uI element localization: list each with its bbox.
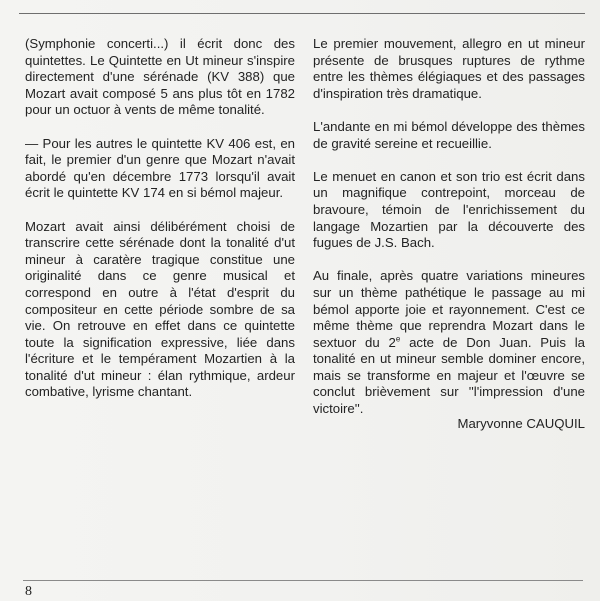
paragraph: Le premier mouvement, allegro en ut mineur présente de brusques ruptures de rythme entre les thèmes élégiaques et des passages d'inspiration très dramatique. (313, 36, 585, 101)
top-rule (19, 13, 585, 14)
superscript: e (395, 334, 401, 344)
paragraph: Mozart avait ainsi délibérément choisi de transcrire cette sérénade dont la tonalité d'ut mineur à caratère tragique constitue une originalité dans ce genre musical et correspond en outre à l'état d'esprit du compositeur en cette période sombre de sa vie. On retrouve en effet dans ce quintette toute la signification expressive, liée dans l'écriture et le tempérament Mozartien à la tonalité d'ut mineur : élan rythmique, ardeur combative, lyrisme chantant. (25, 218, 295, 400)
paragraph: (Symphonie concerti...) il écrit donc des quintettes. Le Quintette en Ut mineur s'inspire directement d'une sérénade (KV 388) que Mozart avait composé 5 ans plus tôt en 1782 pour un octuor à vents de même tonalité. (25, 36, 295, 118)
paragraph: L'andante en mi bémol développe des thèmes de gravité sereine et recueillie. (313, 118, 585, 151)
bottom-rule (23, 580, 583, 581)
right-column (313, 36, 585, 432)
final-paragraph-end: acte de Don Juan. Puis la tonalité en ut mineur semble dominer encore, mais se transforme en majeur et l'œuvre se conclut brièvement sur ''l'impression d'une victoire''. (313, 334, 586, 417)
paragraph: — Pour les autres le quintette KV 406 est, en fait, le premier d'un genre que Mozart n'avait abordé qu'en décembre 1773 lorsqu'il avait écrit le quintette KV 174 en si bémol majeur. (25, 135, 295, 201)
page-number: 8 (25, 584, 32, 599)
author-signature: Maryvonne CAUQUIL (457, 415, 585, 431)
final-paragraph (313, 268, 585, 417)
final-paragraph-start: Au finale, après quatre variations mineures sur un thème pathétique le passage au mi bémol apporte joie et rayonnement. C'est ce même thème que reprendra Mozart dans le sextuor du 2 (313, 268, 585, 350)
paragraph: Le menuet en canon et son trio est écrit dans un magnifique contrepoint, morceau de bravoure, témoin de l'enrichissement du langage Mozartien par la découverte des fugues de J.S. Bach. (313, 168, 585, 251)
left-column (25, 36, 295, 418)
